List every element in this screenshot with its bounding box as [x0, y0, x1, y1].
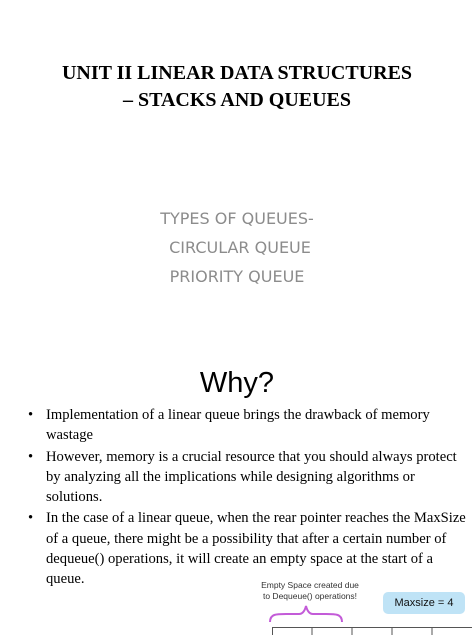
empty-space-callout [254, 580, 366, 601]
title-slide [0, 0, 474, 286]
callout-line-2: to Dequeue() operations! [262, 590, 358, 601]
bullet-item-2 [0, 447, 474, 508]
bullet-list [0, 405, 474, 591]
slide-title [0, 60, 474, 114]
queue-diagram [0, 575, 474, 632]
slide-subtitle [0, 204, 474, 291]
bullet-dot: • [28, 510, 34, 527]
title-line-2: – STACKS AND QUEUES [122, 89, 352, 111]
bullet-text: However, memory is a crucial resource that you should always protect by analyzing all the implications while designing algorithms or solutions. [46, 448, 457, 506]
subtitle-line-2: CIRCULAR QUEUE [169, 238, 311, 257]
bullet-dot: • [28, 407, 34, 423]
subtitle-line-3: PRIORITY QUEUE [169, 267, 305, 286]
bullet-text: In the case of a linear queue, when the rear pointer reaches the MaxSize of a queue, there might be a possibility that after a certain number of dequeue() operations, it will create an empty space at the start of a queue. [46, 510, 466, 588]
brace-icon [266, 602, 346, 624]
why-heading: Why? [199, 367, 275, 399]
subtitle-line-1: TYPES OF QUEUES- [160, 209, 314, 228]
maxsize-badge: Maxsize = 4 [383, 592, 465, 614]
bullet-item-1 [0, 405, 474, 446]
bullet-text: Implementation of a linear queue brings the drawback of memory wastage [46, 407, 430, 444]
title-line-1: UNIT II LINEAR DATA STRUCTURES [61, 62, 413, 84]
callout-line-1: Empty Space created due [261, 580, 359, 590]
bullet-dot: • [28, 448, 34, 465]
queue-cells [272, 627, 472, 635]
